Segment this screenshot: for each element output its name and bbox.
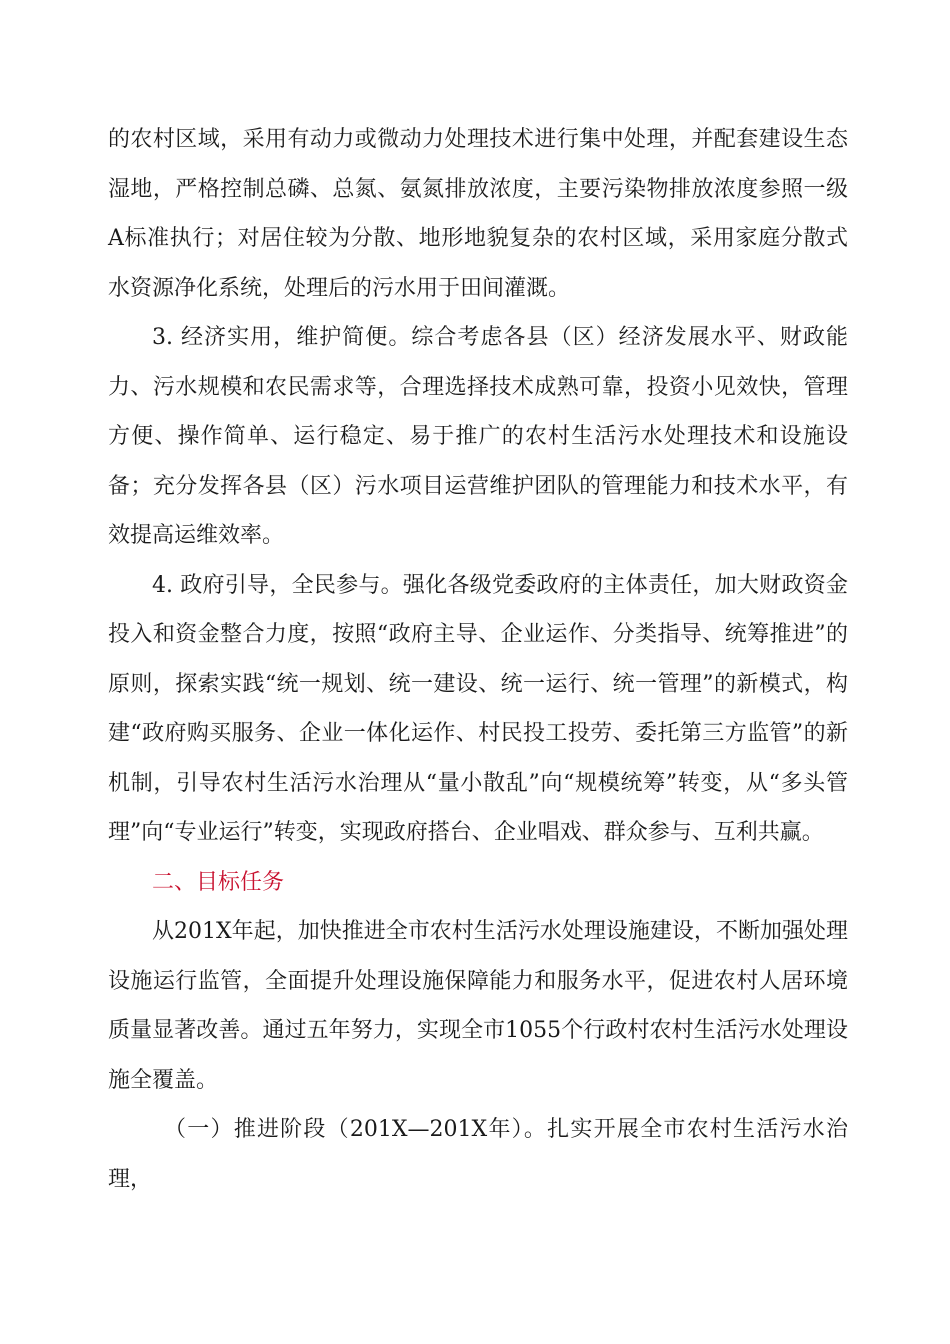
document-body (108, 115, 848, 1204)
paragraph-principle-3: 3. 经济实用，维护简便。综合考虑各县（区）经济发展水平、财政能力、污水规模和农民需求等，合理选择技术成熟可靠，投资小见效快，管理方便、操作简单、运行稳定、易于推广的农村生活污水处理技术和设施设备；充分发挥各县（区）污水项目运营维护团队的管理能力和技术水平，有效提高运维效率。 (108, 325, 848, 548)
paragraph-goal: 从201X年起，加快推进全市农村生活污水处理设施建设，不断加强处理设施运行监管，全面提升处理设施保障能力和服务水平，促进农村人居环境质量显著改善。通过五年努力，实现全市1055个行政村农村生活污水处理设施全覆盖。 (108, 919, 848, 1093)
section-heading-goals: 二、目标任务 (152, 869, 285, 895)
paragraph-phase-1: （一）推进阶段（201X—201X年）。扎实开展全市农村生活污水治理， (108, 1117, 848, 1192)
paragraph-principle-4: 4. 政府引导，全民参与。强化各级党委政府的主体责任，加大财政资金投入和资金整合力度，按照“政府主导、企业运作、分类指导、统筹推进”的原则，探索实践“统一规划、统一建设、统一运行、统一管理”的新模式，构建“政府购买服务、企业一体化运作、村民投工投劳、委托第三方监管”的新机制，引导农村生活污水治理从“量小散乱”向“规模统筹”转变，从“多头管理”向“专业运行”转变，实现政府搭台、企业唱戏、群众参与、互利共赢。 (108, 572, 848, 845)
paragraph-continued: 的农村区域，采用有动力或微动力处理技术进行集中处理，并配套建设生态湿地，严格控制总磷、总氮、氨氮排放浓度，主要污染物排放浓度参照一级A标准执行；对居住较为分散、地形地貌复杂的农村区域，采用家庭分散式水资源净化系统，处理后的污水用于田间灌溉。 (108, 127, 848, 301)
